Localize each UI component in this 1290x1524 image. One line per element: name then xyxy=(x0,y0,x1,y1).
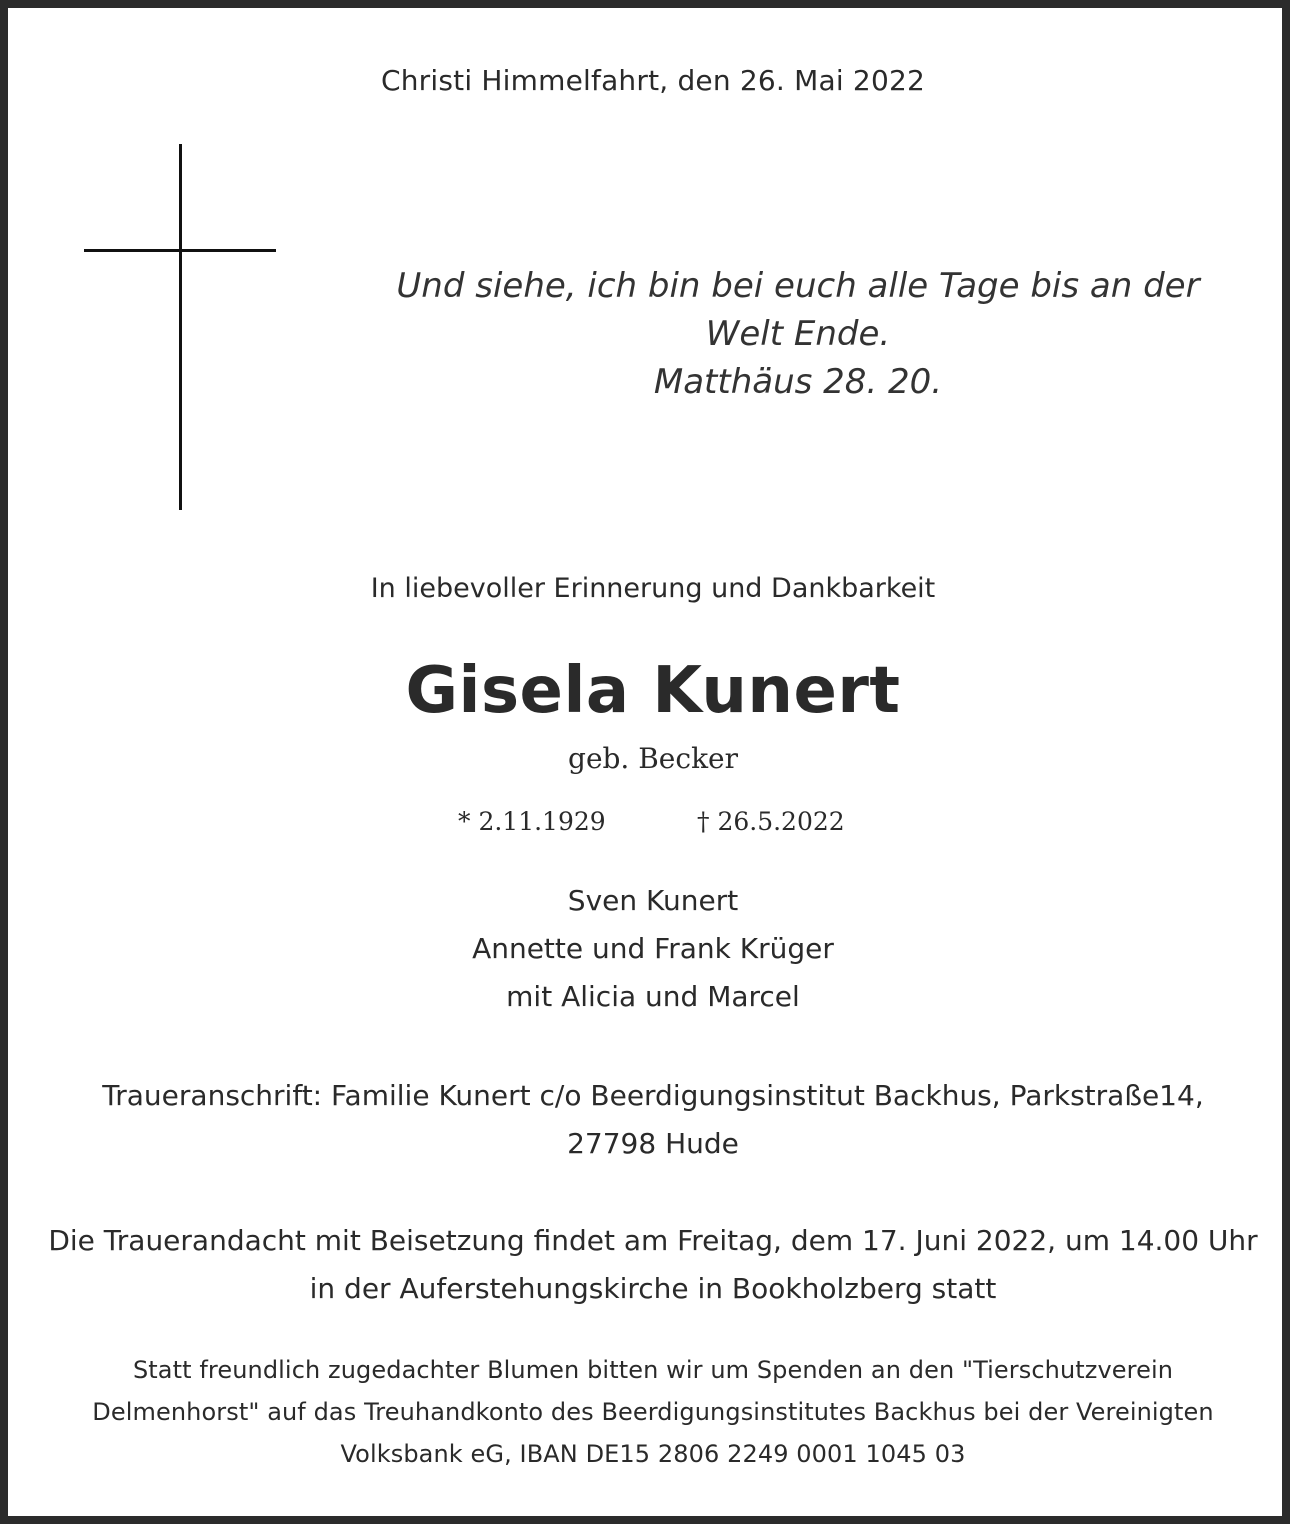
cross-horizontal-bar xyxy=(84,249,276,252)
verse-reference: Matthäus 28. 20. xyxy=(653,362,943,402)
cross-vertical-bar xyxy=(179,144,182,510)
mourner-item: Annette und Frank Krüger xyxy=(472,932,834,965)
donation-line-2: Delmenhorst" auf das Treuhandkonto des Beerdigungsinstitutes Backhus bei der Vereinigten xyxy=(92,1398,1214,1426)
mourner-item: mit Alicia und Marcel xyxy=(506,980,800,1013)
verse-line-1: Und siehe, ich bin bei euch alle Tage bis an der xyxy=(396,266,1200,306)
death-date: † 26.5.2022 xyxy=(697,807,845,836)
intro-text: In liebevoller Erinnerung und Dankbarkeit xyxy=(370,573,936,604)
birth-name: geb. Becker xyxy=(568,742,738,775)
donation-line-1: Statt freundlich zugedachter Blumen bitten wir um Spenden an den "Tierschutzverein xyxy=(132,1356,1174,1384)
address-line-2: 27798 Hude xyxy=(567,1127,739,1160)
deceased-name: Gisela Kunert xyxy=(405,654,901,728)
mourner-item: Sven Kunert xyxy=(567,884,739,917)
address-line-1: Traueranschrift: Familie Kunert c/o Beerdigungsinstitut Backhus, Parkstraße14, xyxy=(102,1079,1204,1112)
verse-line-2: Welt Ende. xyxy=(705,314,891,354)
service-line-1: Die Trauerandacht mit Beisetzung findet am Freitag, dem 17. Juni 2022, um 14.00 Uhr xyxy=(48,1224,1258,1257)
service-line-2: in der Auferstehungskirche in Bookholzberg statt xyxy=(309,1272,997,1305)
birth-date: * 2.11.1929 xyxy=(458,807,606,836)
date-line: Christi Himmelfahrt, den 26. Mai 2022 xyxy=(380,64,925,97)
donation-line-3: Volksbank eG, IBAN DE15 2806 2249 0001 1045 03 xyxy=(340,1440,966,1468)
